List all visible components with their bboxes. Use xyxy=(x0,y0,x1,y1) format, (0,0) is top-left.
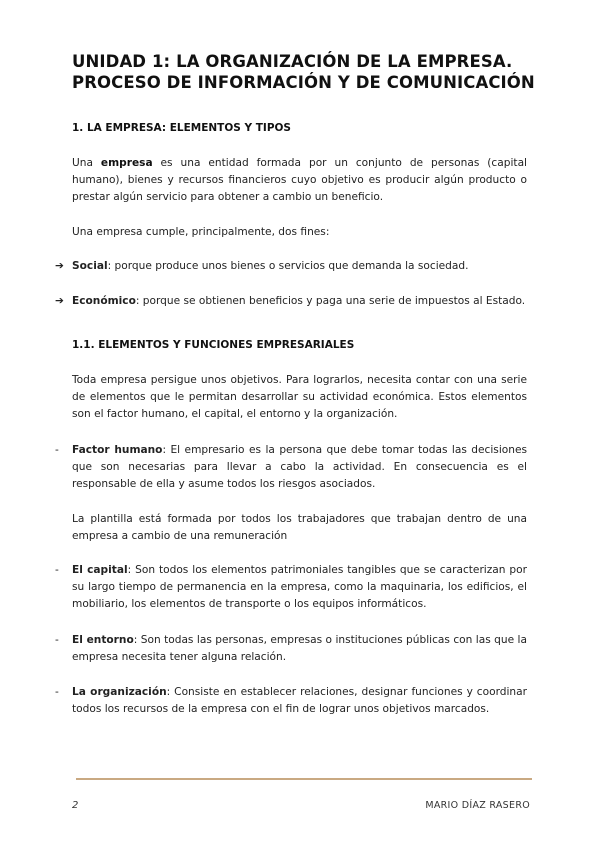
list-item-text xyxy=(72,258,527,275)
list-item-text xyxy=(72,293,527,310)
dash-bullet: - xyxy=(55,564,59,576)
footer-author: MARIO DÍAZ RASERO xyxy=(425,800,530,811)
dash-bullet: - xyxy=(55,444,59,456)
list-item-body: : porque produce unos bienes o servicios que demanda la sociedad. xyxy=(107,260,469,272)
list-item-text xyxy=(72,684,527,718)
dash-bullet: - xyxy=(55,634,59,646)
list-item-bold: Social xyxy=(72,260,108,272)
list-item-bold: El entorno xyxy=(72,634,134,646)
intro-paragraph xyxy=(72,155,527,206)
fines-intro: Una empresa cumple, principalmente, dos fines: xyxy=(72,226,330,238)
intro-text-bold: empresa xyxy=(100,157,153,169)
list-item-body: : porque se obtienen beneficios y paga una serie de impuestos al Estado. xyxy=(135,295,526,307)
footer-divider xyxy=(76,778,532,780)
page-number: 2 xyxy=(72,800,79,811)
list-item-bold: La organización xyxy=(72,686,167,698)
list-item-text xyxy=(72,632,527,666)
section-heading-1-1: 1.1. ELEMENTOS Y FUNCIONES EMPRESARIALES xyxy=(72,339,355,351)
list-item-body: : Consiste en establecer relaciones, designar funciones y coordinar todos los recursos de la empresa con el fin de lograr unos objetivos marcados. xyxy=(72,686,527,715)
plantilla-paragraph: La plantilla está formada por todos los trabajadores que trabajan dentro de una empresa a cambio de una remuneración xyxy=(72,513,527,542)
arrow-right-icon: ➔ xyxy=(55,260,64,272)
elements-intro: Toda empresa persigue unos objetivos. Para lograrlos, necesita contar con una serie de elementos que le permitan desarrollar su actividad económica. Estos elementos son el factor humano, el capital, el entorno y la organización. xyxy=(72,374,527,420)
list-item-bold: El capital xyxy=(72,564,128,576)
section-heading-1: 1. LA EMPRESA: ELEMENTOS Y TIPOS xyxy=(72,122,291,134)
list-item-body: : El empresario es la persona que debe tomar todas las decisiones que son necesarias para llevar a cabo la actividad. En consecuencia es el responsable de ella y asume todos los riesgos asociados. xyxy=(72,444,528,490)
list-item-bold: Económico xyxy=(72,295,136,307)
intro-text-post: es una entidad formada por un conjunto de personas (capital humano), bienes y recursos financieros cuyo objetivo es producir algún producto o prestar algún servicio para obtener a cambio un beneficio. xyxy=(72,157,528,203)
arrow-right-icon: ➔ xyxy=(55,295,64,307)
page-title: UNIDAD 1: LA ORGANIZACIÓN DE LA EMPRESA. PROCESO DE INFORMACIÓN Y DE COMUNICACIÓN xyxy=(72,52,535,92)
list-item-bold: Factor humano xyxy=(72,444,163,456)
list-item-body: : Son todos los elementos patrimoniales tangibles que se caracterizan por su largo tiempo de permanencia en la empresa, como la maquinaria, los edificios, el mobiliario, los elementos de transporte o los equipos informáticos. xyxy=(72,564,527,610)
list-item-text xyxy=(72,442,527,493)
intro-text-pre: Una xyxy=(72,157,101,169)
list-item-text xyxy=(72,562,527,613)
dash-bullet: - xyxy=(55,686,59,698)
list-item-body: : Son todas las personas, empresas o instituciones públicas con las que la empresa necesita tener alguna relación. xyxy=(72,634,527,663)
